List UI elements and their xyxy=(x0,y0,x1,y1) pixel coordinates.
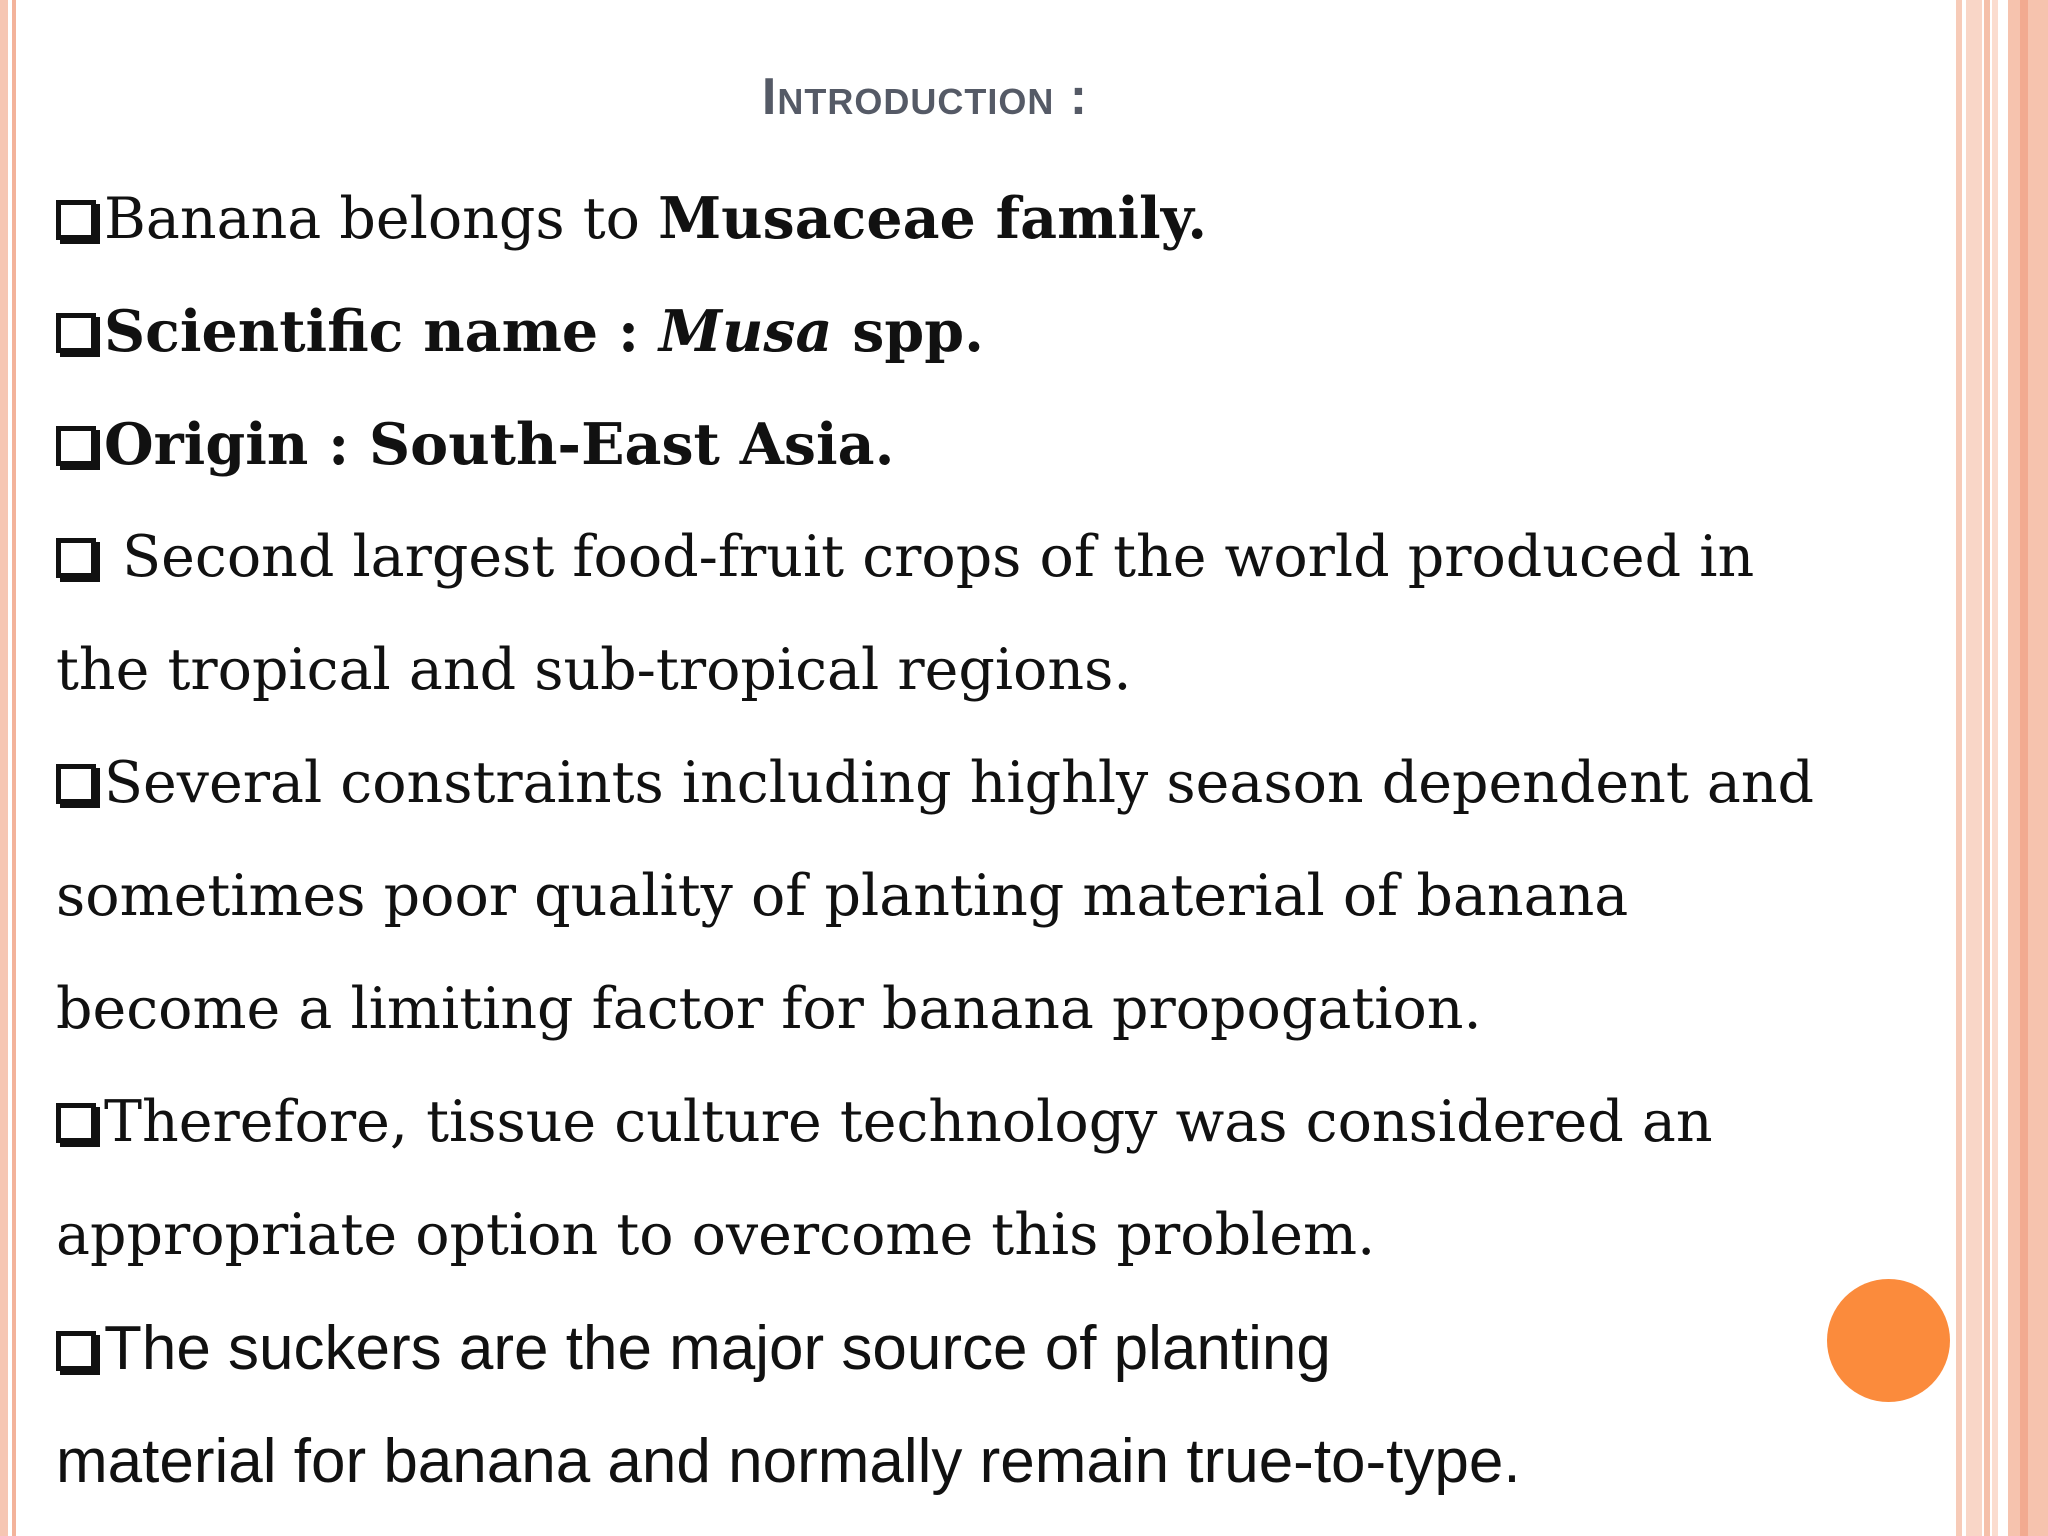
bullet-text: Origin : South-East Asia. xyxy=(104,411,895,478)
bullet-continuation: sometimes poor quality of planting material of banana xyxy=(56,863,1629,929)
right-border-stripe xyxy=(1956,0,1962,1536)
bullet-continuation: become a limiting factor for banana propogation. xyxy=(56,976,1482,1042)
right-border-stripe xyxy=(1992,0,1998,1536)
checkbox-bullet-icon xyxy=(56,764,96,804)
bullet-text: spp. xyxy=(832,298,984,365)
checkbox-bullet-icon xyxy=(56,313,96,353)
checkbox-bullet-icon xyxy=(56,538,96,578)
bullet-list xyxy=(56,162,1936,1518)
bullet-continuation: the tropical and sub-tropical regions. xyxy=(56,637,1132,703)
bullet-continuation: material for banana and normally remain true-to-type. xyxy=(56,1427,1521,1496)
bullet-item xyxy=(56,1066,1936,1179)
bullet-item xyxy=(56,1292,1936,1405)
orange-circle-decoration xyxy=(1827,1279,1950,1402)
bullet-item xyxy=(56,501,1936,614)
bullet-bold-text: Musaceae family. xyxy=(658,185,1208,252)
right-border-stripe xyxy=(1966,0,1982,1536)
bullet-text: Banana belongs to xyxy=(104,186,659,252)
slide-title: Introduction : xyxy=(761,68,1089,126)
bullet-item xyxy=(56,275,1936,388)
bullet-continuation: appropriate option to overcome this problem. xyxy=(56,1202,1376,1268)
right-border-stripe xyxy=(1984,0,1990,1536)
left-border-stripe xyxy=(0,0,8,1536)
checkbox-bullet-icon xyxy=(56,1103,96,1143)
bullet-text: The suckers are the major source of planting xyxy=(104,1314,1331,1383)
checkbox-bullet-icon xyxy=(56,200,96,240)
bullet-item xyxy=(56,727,1936,840)
right-border-stripe xyxy=(2008,0,2048,1536)
bullet-text: Scientific name : xyxy=(104,298,659,365)
bullet-text: Therefore, tissue culture technology was considered an xyxy=(104,1089,1713,1155)
bullet-italic-text: Musa xyxy=(658,298,833,365)
bullet-text: Several constraints including highly season dependent and xyxy=(104,750,1815,816)
bullet-item xyxy=(56,162,1936,275)
bullet-text: Second largest food-fruit crops of the world produced in xyxy=(104,524,1755,590)
left-border-stripe xyxy=(12,0,16,1536)
checkbox-bullet-icon xyxy=(56,1331,96,1371)
checkbox-bullet-icon xyxy=(56,426,96,466)
right-border-stripe xyxy=(2020,0,2028,1536)
bullet-item xyxy=(56,388,1936,501)
